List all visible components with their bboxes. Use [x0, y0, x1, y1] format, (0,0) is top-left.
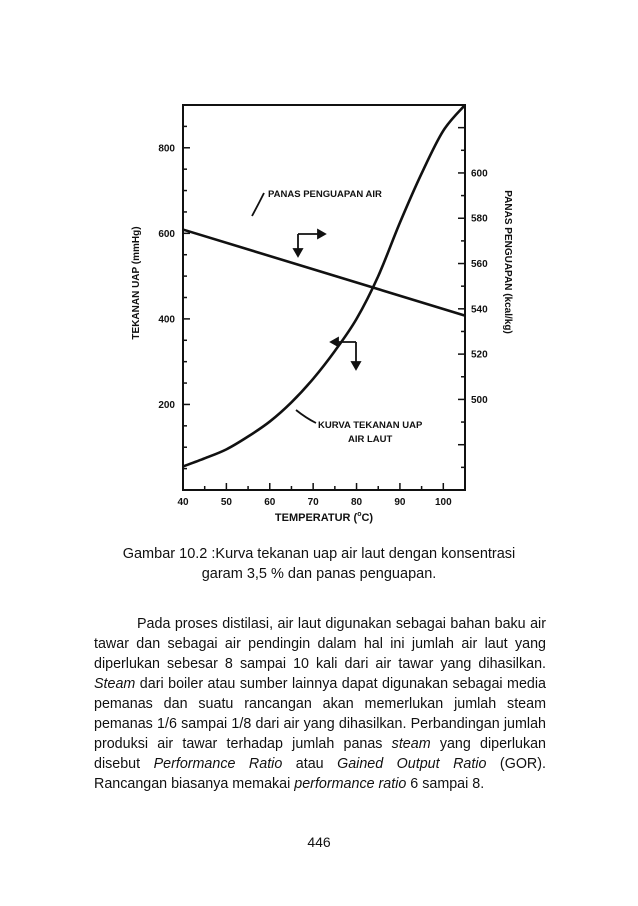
- x-tick-label: 80: [350, 497, 363, 508]
- x-tick-label: 40: [177, 497, 189, 508]
- text-run: atau: [282, 756, 338, 772]
- y-right-tick-label: 540: [471, 304, 488, 316]
- chart-series: [183, 105, 465, 466]
- pressure-curve-label-1: KURVA TEKANAN UAP: [318, 420, 423, 431]
- vapor-pressure-curve: [183, 105, 465, 466]
- x-tick-label: 50: [220, 497, 232, 508]
- y-axis-left-label: TEKANAN UAP (mmHg): [131, 226, 142, 340]
- text-run: yang diperlukan disebut: [94, 736, 547, 772]
- figure-caption: [0, 544, 638, 584]
- italic-term: performance ratio: [294, 776, 407, 792]
- x-tick-label: 60: [264, 497, 276, 508]
- y-right-tick-label: 600: [471, 168, 488, 180]
- x-tick-label: 100: [434, 497, 452, 508]
- y-right-tick-label: 580: [471, 213, 488, 225]
- italic-term: Gained Output Ratio: [337, 756, 487, 772]
- italic-term: steam: [391, 736, 431, 752]
- pressure-curve-label-2: AIR LAUT: [348, 434, 393, 445]
- heat-line-label: PANAS PENGUAPAN AIR: [268, 189, 382, 200]
- x-tick-label: 90: [394, 497, 406, 508]
- x-tick-label: 70: [307, 497, 319, 508]
- y-left-tick-label: 400: [158, 314, 175, 326]
- italic-term: Performance Ratio: [153, 756, 283, 772]
- text-run: Pada proses distilasi, air laut digunakan sebagai bahan baku air tawar dan sebagai air pendingin dalam hal ini jumlah air laut yang diperlukan sebesar 8 sampai 10 kali dari air tawar yang dihasilkan.: [94, 616, 546, 672]
- caption-line-1: Gambar 10.2 :Kurva tekanan uap air laut dengan konsentrasi: [122, 546, 516, 562]
- y-left-tick-label: 600: [158, 228, 175, 240]
- text-run: dari boiler atau sumber lainnya dapat digunakan sebagai media pemanas dan suatu rancangan akan memerlukan jumlah steam pemanas 1/6 sampai 1/8 dari air yang dihasilkan. Perbandingan jumlah produksi air tawar terhadap jumlah panas: [94, 676, 546, 752]
- y-right-tick-label: 560: [471, 259, 488, 271]
- text-run: (GOR). Rancangan biasanya memakai: [94, 756, 546, 792]
- y-right-tick-label: 500: [471, 394, 488, 406]
- y-axis-right-label: PANAS PENGUAPAN (kcal/kg): [502, 190, 513, 334]
- plot-frame: [183, 105, 465, 490]
- y-left-tick-label: 800: [158, 143, 175, 155]
- chart-frame: [183, 105, 465, 490]
- body-paragraph: [94, 614, 546, 794]
- y-left-tick-label: 200: [158, 399, 175, 411]
- page-number: 446: [307, 834, 331, 850]
- paragraph-text: [94, 614, 546, 794]
- heat-line-axis-arrows: [294, 230, 325, 256]
- caption-line-2: garam 3,5 % dan panas penguapan.: [201, 566, 437, 582]
- x-axis-label: TEMPERATUR ($^o$C): [274, 511, 374, 524]
- italic-term: Steam: [94, 676, 136, 692]
- heat-of-vaporization-line: [183, 230, 465, 316]
- y-right-tick-label: 520: [471, 349, 488, 361]
- pressure-curve-axis-arrows: [331, 338, 360, 369]
- text-run: 6 sampai 8.: [406, 776, 485, 792]
